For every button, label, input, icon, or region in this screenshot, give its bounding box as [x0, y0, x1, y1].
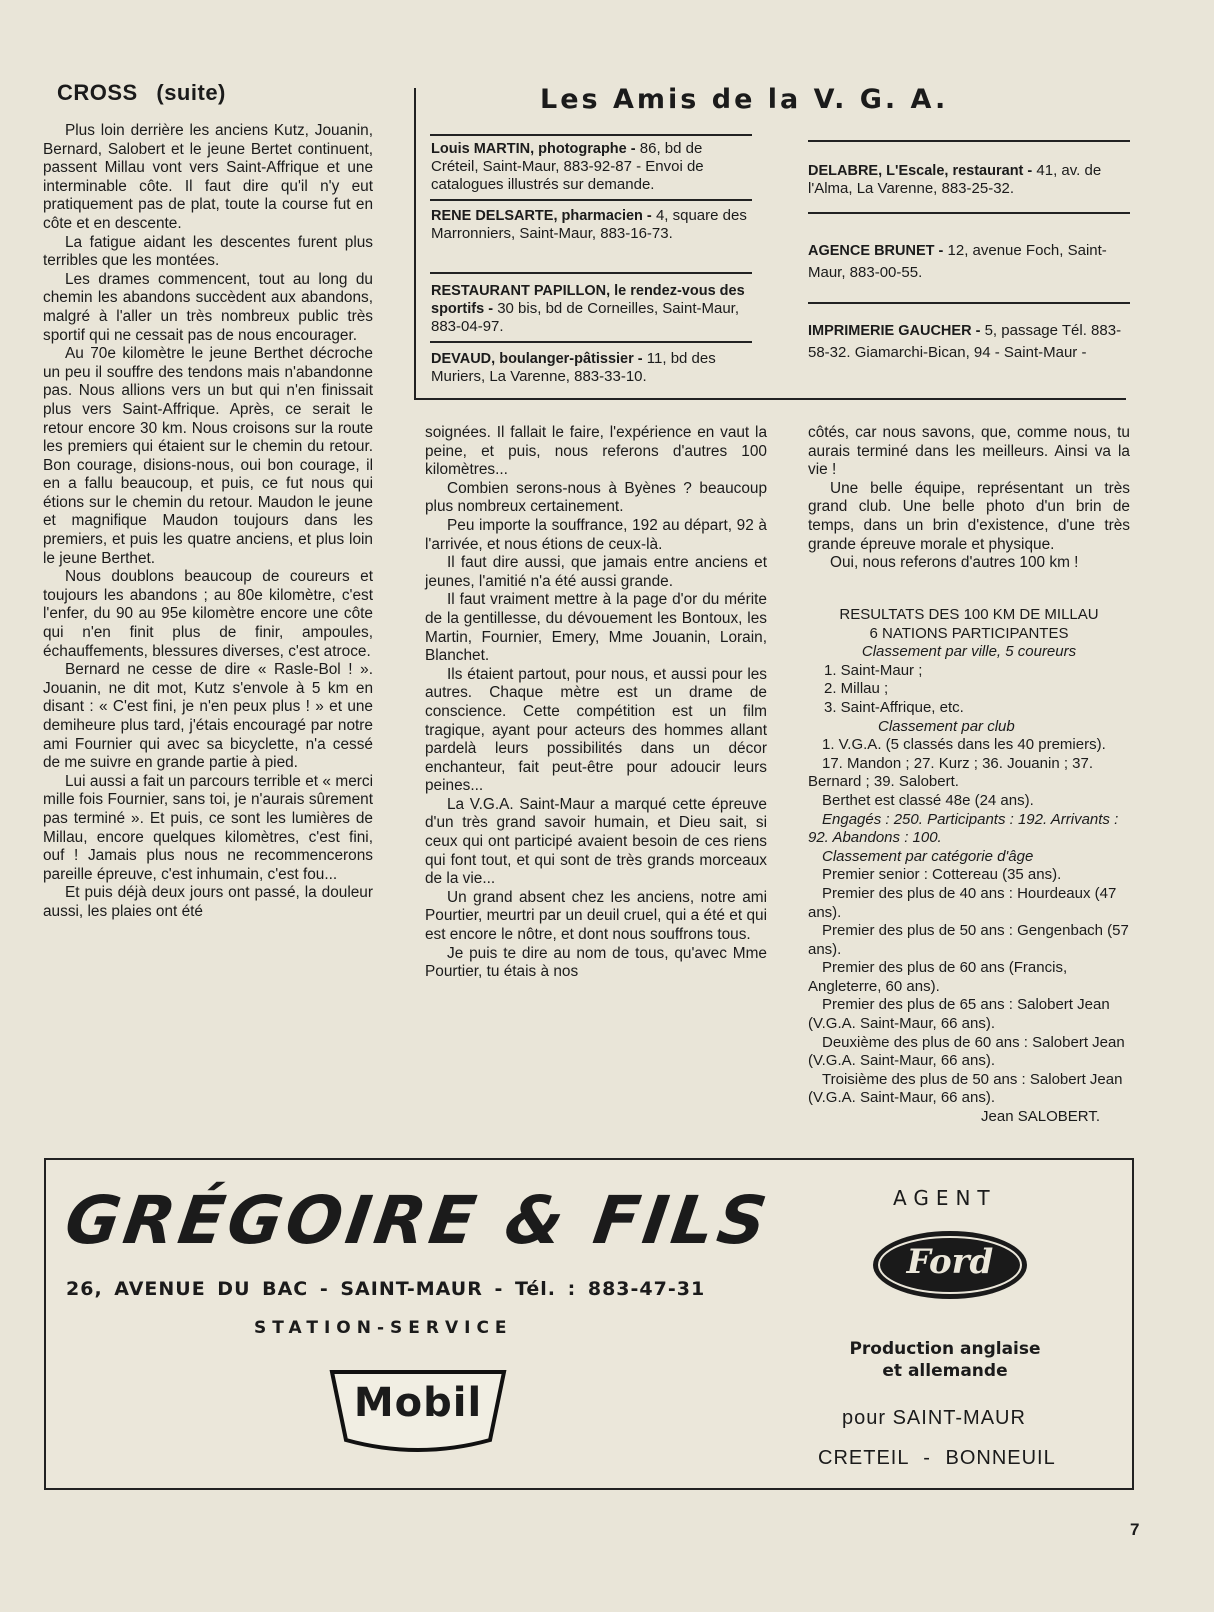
- list-item: Premier des plus de 60 ans (Francis, Angleterre, 60 ans).: [808, 959, 1068, 995]
- cross-column-2: [425, 424, 767, 982]
- mobil-wordmark: Mobil: [353, 1380, 483, 1426]
- ad-brunet: AGENCE BRUNET - 12, avenue Foch, Saint-Maur, 883-00-55.: [808, 242, 1107, 281]
- cross-column-1: [43, 122, 373, 922]
- production-text: Production anglaise et allemande: [849, 1339, 1041, 1381]
- paragraph: côtés, car nous savons, que, comme nous, tu aurais terminé dans les meilleurs. Ainsi va la vie !: [808, 424, 1130, 479]
- paragraph: Lui aussi a fait un parcours terrible et « merci mille fois Fournier, sans toi, je n'aurais sûrement pas terminé ». Et puis, ce sont les lumières de Millau, encore quelques kilomètres, c'est fini, ouf ! Jamais plus nous ne recommencerons pareille épreuve, c'est inhumain, c'est fou...: [43, 772, 373, 883]
- list-item: Deuxième des plus de 60 ans : Salobert Jean (V.G.A. Saint-Maur, 66 ans).: [808, 1033, 1125, 1070]
- ad-papillon: RESTAURANT PAPILLON, le rendez-vous des sportifs - 30 bis, bd de Corneilles, Saint-Maur, 883-04-97.: [431, 283, 745, 335]
- list-item: Premier des plus de 65 ans : Salobert Jean (V.G.A. Saint-Maur, 66 ans).: [808, 996, 1110, 1033]
- results-club-names: 17. Mandon ; 27. Kurz ; 36. Jouanin ; 37. Bernard ; 39. Salobert.: [808, 754, 1094, 791]
- amis-title: Les Amis de la V. G. A.: [540, 84, 949, 115]
- divider: [430, 199, 752, 201]
- paragraph: Ils étaient partout, pour nous, et aussi pour les autres. Chaque mètre est un drame de conscience. Cette compétition est un film tragique, ayant pour acteurs des hommes allant pardelà leurs possibilités dans un décor enchanteur, fait peut-être pour adoucir leurs peines...: [425, 665, 767, 795]
- divider: [808, 212, 1130, 214]
- results-ville-title: Classement par ville, 5 coureurs: [861, 643, 1077, 661]
- cross-column-3: [808, 424, 1130, 573]
- list-item: Premier senior : Cottereau (35 ans).: [822, 866, 1062, 884]
- page-number: 7: [1130, 1520, 1140, 1539]
- brand-name: GRÉGOIRE & FILS: [60, 1182, 775, 1259]
- paragraph: Au 70e kilomètre le jeune Berthet décroche un peu il souffre des tendons mais n'abandonne pas. Nous allions vers un but qui n'en finissait plus vers Saint-Affrique. Après, ce serait le retour encore 30 km. Nous croisons sur la route les premiers qui étaient sur le chemin du retour. Bon courage, disions-nous, oui bon courage, il en a fallu beaucoup, et puis, ce fut nous qui étions sur le chemin du retour. Maudon le jeune et magnifique Maudon toujours dans les premiers, et puis les quatre anciens, et plus loin le jeune Berthet.: [43, 345, 373, 567]
- paragraph: Une belle équipe, représentant un très grand club. Une belle photo d'un brin de temps, dans un brin d'existence, d'une très grande épreuve morale et physique.: [808, 479, 1130, 553]
- paragraph: Nous doublons beaucoup de coureurs et toujours les abandons ; au 80e kilomètre, c'est l'enfer, du 90 au 95e kilomètre encore une côte qui n'en finit plus de finir, ampoules, échauffements, blessures diverses, c'est atroce.: [43, 568, 373, 660]
- paragraph: Les drames commencent, tout au long du chemin les abandons succèdent aux abandons, malgré à l'aller un très nombreux public très sportif qui ne cessait pas de nous encourager.: [43, 270, 373, 344]
- station-service: STATION-SERVICE: [254, 1318, 513, 1338]
- list-item: 3. Saint-Affrique, etc.: [824, 698, 964, 716]
- ford-logo: [870, 1228, 1030, 1302]
- paragraph: La V.G.A. Saint-Maur a marqué cette épreuve d'un très grand savoir humain, et Dieu sait, si ceux qui ont participé avaient besoin de ces riens qui font tout, et qui sont de très grands morceaux de la vie...: [425, 795, 767, 888]
- divider: [430, 341, 752, 343]
- divider: [430, 272, 752, 274]
- results-club: 1. V.G.A. (5 classés dans les 40 premiers).: [822, 736, 1106, 754]
- paragraph: Un grand absent chez les anciens, notre ami Pourtier, meurtri par un deuil cruel, qui a été et qui est encore le nôtre, et dont nous souffrons tous.: [425, 888, 767, 944]
- towns: CRETEIL - BONNEUIL: [818, 1447, 1056, 1469]
- divider: [808, 302, 1130, 304]
- results-age-title: Classement par catégorie d'âge: [822, 847, 1034, 865]
- ad-delsarte: RENE DELSARTE, pharmacien - 4, square des Marronniers, Saint-Maur, 883-16-73.: [431, 207, 747, 242]
- paragraph: La fatigue aidant les descentes furent plus terribles que les montées.: [43, 233, 373, 270]
- results-block: [808, 606, 1130, 1127]
- paragraph: Oui, nous referons d'autres 100 km !: [830, 554, 1079, 572]
- results-club-title: Classement par club: [878, 717, 1015, 735]
- cross-title: CROSS (suite): [57, 80, 226, 105]
- paragraph: Et puis déjà deux jours ont passé, la douleur aussi, les plaies ont été: [43, 884, 373, 920]
- paragraph: Bernard ne cesse de dire « Rasle-Bol ! ». Jouanin, ne dit mot, Kutz s'envole à 5 km en disant : « C'est fini, je n'en peux plus ! » et une demiheure plus tard, j'étais encouragé par notre ami Fournier qui avec sa bicyclette, n'a cessé de me suivre en grande partie à pied.: [43, 661, 373, 772]
- paragraph: Plus loin derrière les anciens Kutz, Jouanin, Bernard, Salobert et le jeune Bertet continuent, passent Millau vont vers Saint-Affrique et une interminable côte. Il faut dire qu'il n'y eut pratiquement pas de plat, toute la course fut en côte et en descente.: [43, 122, 373, 232]
- list-item: Troisième des plus de 50 ans : Salobert Jean (V.G.A. Saint-Maur, 66 ans).: [808, 1070, 1123, 1107]
- results-subheading: 6 NATIONS PARTICIPANTES: [869, 624, 1069, 642]
- paragraph: Il faut dire aussi, que jamais entre anciens et jeunes, l'amitié n'a été aussi grande.: [425, 554, 767, 590]
- ford-wordmark: Ford: [906, 1242, 994, 1282]
- paragraph: Il faut vraiment mettre à la page d'or du mérite de la gentillesse, du dévouement les Bontoux, les Martin, Fournier, Emery, Mme Jouanin, Lorain, Blanchet.: [425, 591, 767, 665]
- ads-box-left-rule: [414, 88, 416, 400]
- list-item: 1. Saint-Maur ;: [824, 661, 923, 679]
- paragraph: Peu importe la souffrance, 192 au départ, 92 à l'arrivée, et nous étions de ceux-là.: [425, 516, 767, 553]
- pour-saint-maur: pour SAINT-MAUR: [842, 1407, 1026, 1429]
- paragraph: soignées. Il fallait le faire, l'expérience en vaut la peine, et puis, nous referons d'autres 100 kilomètres...: [425, 424, 767, 479]
- list-item: 2. Millau ;: [824, 680, 889, 698]
- paragraph: Combien serons-nous à Byènes ? beaucoup plus nombreux certainement.: [425, 479, 767, 516]
- list-item: Premier des plus de 50 ans : Gengenbach (57 ans).: [808, 922, 1129, 958]
- agent-label: AGENT: [893, 1186, 997, 1210]
- signature: Jean SALOBERT.: [981, 1108, 1100, 1126]
- ad-devaud: DEVAUD, boulanger-pâtissier - 11, bd des Muriers, La Varenne, 883-33-10.: [431, 350, 716, 385]
- divider: [808, 140, 1130, 142]
- results-engages: Engagés : 250. Participants : 192. Arrivants : 92. Abandons : 100.: [808, 810, 1119, 847]
- divider: [430, 134, 752, 136]
- ad-martin: Louis MARTIN, photographe - 86, bd de Créteil, Saint-Maur, 883-92-87 - Envoi de catalogues illustrés sur demande.: [431, 140, 704, 193]
- ad-delabre: DELABRE, L'Escale, restaurant - 41, av. de l'Alma, La Varenne, 883-25-32.: [808, 162, 1102, 197]
- garage-address: 26, AVENUE DU BAC - SAINT-MAUR - Tél. : 883-47-31: [66, 1278, 706, 1300]
- ad-gaucher: IMPRIMERIE GAUCHER - 5, passage Tél. 883-58-32. Giamarchi-Bican, 94 - Saint-Maur -: [808, 322, 1122, 361]
- results-heading: RESULTATS DES 100 KM DE MILLAU: [839, 606, 1099, 623]
- paragraph: Je puis te dire au nom de tous, qu'avec Mme Pourtier, tu étais à nos: [425, 944, 767, 981]
- results-berthet: Berthet est classé 48e (24 ans).: [822, 791, 1034, 809]
- list-item: Premier des plus de 40 ans : Hourdeaux (47 ans).: [808, 884, 1117, 921]
- mobil-logo: [326, 1368, 510, 1456]
- ads-box-bottom-rule: [414, 398, 1126, 400]
